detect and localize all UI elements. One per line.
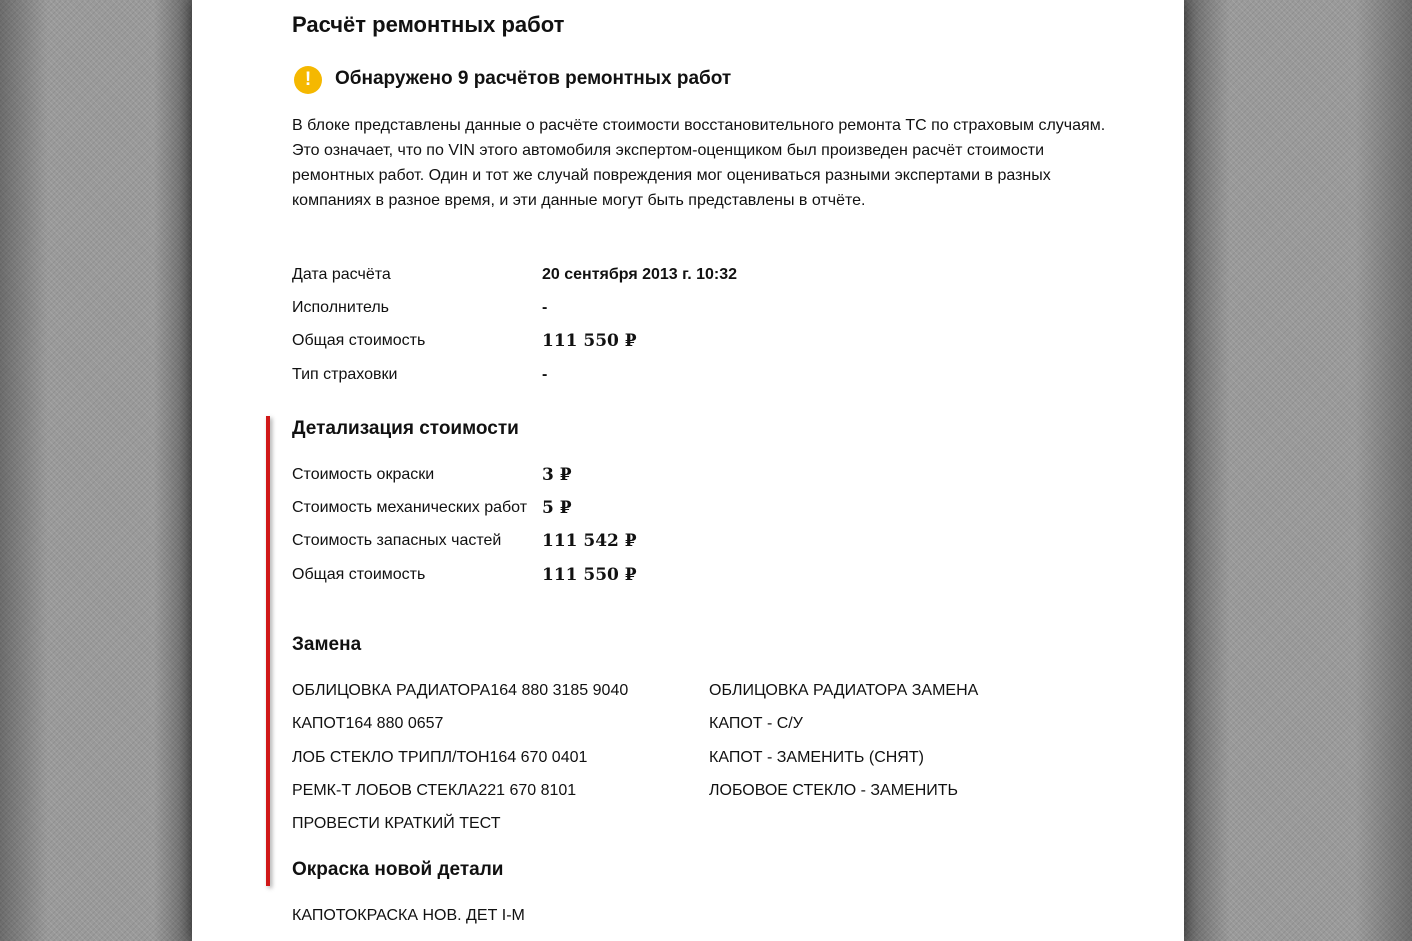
parts-cost-label: Стоимость запасных частей xyxy=(292,532,502,549)
replacement-operation: КАПОТ - ЗАМЕНИТЬ (СНЯТ) xyxy=(709,749,924,766)
parts-cost-value: 111 542 ₽ xyxy=(542,531,637,551)
replacement-title: Замена xyxy=(292,634,362,655)
alert-text: Обнаружено 9 расчётов ремонтных работ xyxy=(335,68,732,89)
background-right xyxy=(1184,0,1412,941)
total-value: 111 550 ₽ xyxy=(542,331,637,351)
detail-title: Детализация стоимости xyxy=(292,418,519,439)
replacement-item: ОБЛИЦОВКА РАДИАТОРА164 880 3185 9040 xyxy=(292,682,629,699)
background-left xyxy=(0,0,192,941)
date-value: 20 сентября 2013 г. 10:32 xyxy=(542,266,738,283)
replacement-item: ЛОБ СТЕКЛО ТРИПЛ/ТОН164 670 0401 xyxy=(292,749,588,766)
replacement-operation: КАПОТ - С/У xyxy=(709,715,803,732)
section-accent-bar xyxy=(266,416,270,886)
replacement-item: КАПОТ164 880 0657 xyxy=(292,715,444,732)
date-label: Дата расчёта xyxy=(292,266,391,283)
description: В блоке представлены данные о расчёте стоимости восстановительного ремонта ТС по страховым случаям. Это означает, что по VIN этого автомобиля экспертом-оценщиком был произведен расчёт стоимости ремонтных работ. Один и тот же случай повреждения мог оцениваться разными экспертами в разных компаниях в разное время, и эти данные могут быть представлены в отчёте. xyxy=(292,117,1106,209)
painting-item: КАПОТОКРАСКА НОВ. ДЕТ I-M xyxy=(292,907,525,924)
replacement-item: ПРОВЕСТИ КРАТКИЙ ТЕСТ xyxy=(292,815,501,832)
detail-total-value: 111 550 ₽ xyxy=(542,565,637,585)
mech-cost-label: Стоимость механических работ xyxy=(292,499,528,516)
page-title: Расчёт ремонтных работ xyxy=(292,12,565,37)
replacement-operation: ЛОБОВОЕ СТЕКЛО - ЗАМЕНИТЬ xyxy=(709,782,959,799)
executor-label: Исполнитель xyxy=(292,299,390,316)
report-page xyxy=(192,0,1184,941)
detail-total-label: Общая стоимость xyxy=(292,566,426,583)
mech-cost-value: 5 ₽ xyxy=(542,498,572,518)
replacement-item: РЕМК-Т ЛОБОВ СТЕКЛА221 670 8101 xyxy=(292,782,577,799)
total-label: Общая стоимость xyxy=(292,332,426,349)
exclamation-icon: ! xyxy=(294,66,322,94)
replacement-operation: ОБЛИЦОВКА РАДИАТОРА ЗАМЕНА xyxy=(709,682,979,699)
paint-cost-label: Стоимость окраски xyxy=(292,466,435,483)
painting-title: Окраска новой детали xyxy=(292,859,504,880)
insurance-label: Тип страховки xyxy=(292,366,398,383)
paint-cost-value: 3 ₽ xyxy=(542,465,572,485)
executor-value: - xyxy=(542,299,548,316)
insurance-value: - xyxy=(542,366,548,383)
